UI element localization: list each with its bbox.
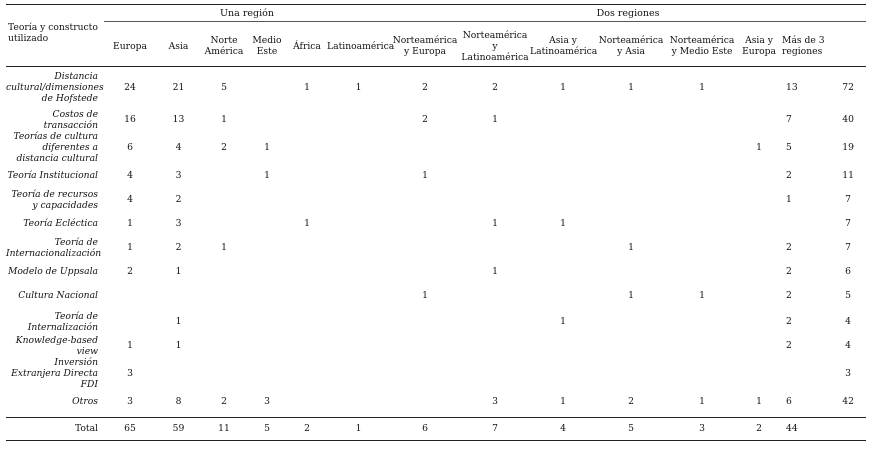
row-theory-name: Distancia cultural/dimensiones de Hofstede [6,71,104,105]
cell-norte-america [201,187,247,213]
cell-na-medio-este: 1 [699,82,705,94]
cell-asia-europa [738,213,780,235]
cell-norte-america [201,335,247,357]
cell-medio-este: 3 [264,396,270,407]
cell-norte-america [201,357,247,391]
cell-na-medio-este: 1 [699,290,705,301]
cell-na-medio-este [666,335,738,357]
cell-africa [287,357,327,391]
cell-na-asia: 2 [628,396,634,407]
cell-europa: 1 [127,340,133,351]
cell-asia-latam [530,235,596,261]
cell-na-medio-este [666,235,738,261]
cell-na-asia [596,261,666,283]
cell-africa [287,109,327,131]
cell-africa: 1 [304,218,310,229]
cell-asia-europa [738,357,780,391]
cell-asia-europa [738,261,780,283]
cell-mas-3: 13 [786,82,798,94]
theory-region-table [6,4,866,441]
cell-total: 19 [842,142,854,153]
cell-medio-este [247,309,287,335]
cell-norte-america [201,165,247,187]
cell-medio-este [247,335,287,357]
cell-asia-latam: 1 [560,82,566,94]
cell-asia-latam: 1 [560,396,566,407]
cell-europa: 3 [127,368,133,379]
cell-africa [287,165,327,187]
cell-europa: 2 [127,266,133,277]
cell-mas-3: 2 [786,316,792,327]
total-asia-europa: 2 [738,417,780,440]
cell-na-latam [460,187,530,213]
table-row [6,213,866,235]
table-row [6,335,866,357]
cell-asia: 2 [175,194,182,205]
cell-mas-3: 2 [786,340,792,351]
cell-medio-este [247,213,287,235]
cell-mas-3: 6 [786,396,792,407]
row-theory-name: Teorías de cultura diferentes a distancia cultural [13,131,98,164]
col-header-medio-este: Medio Este [247,22,287,67]
cell-total: 3 [845,368,852,379]
cell-asia-latam [530,187,596,213]
cell-norte-america [201,309,247,335]
row-theory-name: Teoría de Internacionalización [6,236,102,259]
cell-medio-este [247,283,287,309]
cell-medio-este: 1 [264,142,270,153]
cell-na-asia [596,213,666,235]
total-na-medio-este: 3 [666,417,738,440]
cell-asia-latam [530,357,596,391]
cell-na-europa [390,391,460,413]
cell-europa [104,309,156,335]
cell-na-asia [596,357,666,391]
cell-na-medio-este: 1 [699,396,705,407]
cell-na-medio-este [666,261,738,283]
total-asia: 59 [156,417,201,440]
cell-asia: 3 [175,218,182,229]
cell-africa [287,335,327,357]
cell-asia-europa [738,165,780,187]
total-na-europa: 6 [390,417,460,440]
cell-na-latam [460,131,530,165]
col-header-asia-europa: Asia y Europa [738,22,780,67]
cell-mas-3: 1 [786,194,792,205]
cell-norte-america: 1 [221,114,227,125]
cell-mas-3 [780,213,830,235]
cell-na-europa [390,335,460,357]
cell-europa [104,283,156,309]
cell-na-latam: 2 [492,82,498,94]
cell-europa: 16 [124,114,136,125]
cell-total: 6 [845,266,852,277]
cell-latinoamerica [327,165,390,187]
row-theory-name: Modelo de Uppsala [8,266,98,277]
table-row [6,165,866,187]
row-theory-name: Teoría Ecléctica [23,218,98,229]
cell-norte-america [201,283,247,309]
document-page [6,4,866,441]
cell-latinoamerica [327,357,390,391]
cell-na-asia [596,187,666,213]
total-total [830,417,866,440]
cell-asia-europa [738,235,780,261]
cell-europa: 24 [124,82,136,94]
cell-asia: 4 [175,142,182,153]
row-theory-name: Cultura Nacional [18,290,98,301]
cell-europa: 6 [127,142,133,153]
total-medio-este: 5 [247,417,287,440]
cell-latinoamerica: 1 [355,82,362,94]
cell-na-asia: 1 [628,82,634,94]
cell-europa: 3 [127,396,133,407]
cell-norte-america: 2 [221,396,227,407]
cell-na-europa [390,213,460,235]
cell-norte-america [201,213,247,235]
col-header-na-medio-este: Norteamérica y Medio Este [666,22,738,67]
cell-na-latam: 1 [492,218,498,229]
cell-na-latam: 3 [492,396,498,407]
cell-total: 5 [845,290,852,301]
cell-latinoamerica [327,391,390,413]
total-europa: 65 [104,417,156,440]
cell-na-latam: 1 [492,114,498,125]
cell-asia: 1 [175,316,182,327]
cell-asia-latam [530,109,596,131]
cell-mas-3: 2 [786,242,792,253]
cell-latinoamerica [327,335,390,357]
total-latinoamerica: 1 [327,417,390,440]
cell-total: 7 [845,218,852,229]
group-header-one-region: Una región [104,5,390,22]
cell-na-latam [460,235,530,261]
col-header-europa: Europa [104,22,156,67]
cell-na-asia: 1 [628,290,634,301]
cell-norte-america: 1 [221,242,227,253]
row-theory-name: Knowledge-based view [15,334,98,357]
cell-asia: 1 [175,266,182,277]
cell-medio-este [247,261,287,283]
cell-asia [156,357,201,391]
cell-medio-este [247,67,287,109]
table-row [6,357,866,391]
table-row [6,235,866,261]
cell-asia-latam: 1 [560,316,566,327]
col-header-na-europa: Norteamérica y Europa [390,22,460,67]
cell-europa: 1 [127,242,133,253]
table-row [6,187,866,213]
cell-asia: 8 [175,396,182,407]
row-theory-name: Teoría Institucional [7,170,98,181]
cell-asia-europa [738,309,780,335]
cell-total: 4 [845,340,852,351]
cell-na-asia: 1 [628,242,634,253]
cell-na-europa [390,235,460,261]
cell-africa [287,235,327,261]
cell-europa: 4 [127,170,133,181]
table-body [6,67,866,413]
cell-africa [287,283,327,309]
total-norte-america: 11 [201,417,247,440]
cell-africa [287,391,327,413]
table-row [6,283,866,309]
col-header-norte-america: Norte América [201,22,247,67]
cell-asia-latam [530,283,596,309]
total-asia-latam: 4 [530,417,596,440]
cell-medio-este: 1 [264,170,270,181]
col-header-asia-latam: Asia y Latinoamérica [530,22,596,67]
total-row [6,417,866,440]
cell-na-latam [460,309,530,335]
cell-norte-america [201,261,247,283]
cell-na-medio-este [666,165,738,187]
cell-mas-3: 2 [786,290,792,301]
cell-mas-3: 2 [786,170,792,181]
cell-na-asia [596,309,666,335]
cell-na-latam [460,357,530,391]
cell-latinoamerica [327,309,390,335]
total-na-asia: 5 [596,417,666,440]
col-header-africa: África [287,22,327,67]
row-theory-name: Otros [72,396,98,407]
cell-mas-3: 2 [786,266,792,277]
cell-na-medio-este [666,309,738,335]
cell-latinoamerica [327,261,390,283]
cell-na-europa: 1 [422,170,428,181]
cell-africa [287,131,327,165]
cell-na-europa [390,261,460,283]
cell-asia-europa [738,109,780,131]
group-header-two-regions: Dos regiones [390,5,866,22]
cell-na-medio-este [666,213,738,235]
cell-na-medio-este [666,109,738,131]
cell-asia-europa [738,335,780,357]
row-theory-name: Teoría de recursos y capacidades [11,188,98,211]
col-header-asia: Asia [156,22,201,67]
cell-na-medio-este [666,357,738,391]
cell-na-asia [596,131,666,165]
cell-asia: 21 [172,82,185,94]
cell-africa: 1 [304,82,310,94]
cell-na-medio-este [666,131,738,165]
cell-na-europa [390,309,460,335]
cell-asia-europa [738,283,780,309]
cell-na-europa [390,131,460,165]
cell-mas-3 [780,357,830,391]
table-row [6,109,866,131]
total-africa: 2 [287,417,327,440]
cell-medio-este [247,357,287,391]
cell-na-europa: 1 [422,290,428,301]
cell-asia-latam [530,335,596,357]
cell-na-europa [390,357,460,391]
col-header-total [830,22,866,67]
table-row [6,309,866,335]
total-na-latam: 7 [460,417,530,440]
cell-latinoamerica [327,235,390,261]
cell-asia: 13 [172,114,185,125]
cell-na-latam: 1 [492,266,498,277]
table-row [6,131,866,165]
col-header-mas-3: Más de 3 regiones [780,22,830,67]
total-label: Total [6,417,104,440]
cell-latinoamerica [327,131,390,165]
cell-norte-america: 5 [221,82,227,94]
cell-total: 72 [842,82,854,94]
group-header-row [6,5,866,22]
total-mas-3: 44 [780,417,830,440]
cell-na-asia [596,109,666,131]
cell-na-latam [460,283,530,309]
cell-medio-este [247,187,287,213]
cell-asia-latam [530,165,596,187]
cell-mas-3: 5 [786,142,792,153]
cell-africa [287,261,327,283]
cell-asia: 3 [175,170,182,181]
cell-medio-este [247,109,287,131]
cell-africa [287,187,327,213]
cell-total: 4 [845,316,852,327]
cell-total: 7 [845,242,852,253]
cell-medio-este [247,235,287,261]
cell-na-europa: 2 [422,114,428,125]
table-row [6,67,866,109]
cell-mas-3: 7 [786,114,792,125]
cell-na-asia [596,165,666,187]
col-header-latinoamerica: Latinoamérica [327,22,390,67]
cell-na-latam [460,165,530,187]
cell-asia [156,283,201,309]
row-theory-name: Teoría de Internalización [27,310,98,333]
cell-asia-latam [530,131,596,165]
row-theory-name: Inversión Extranjera Directa FDI [11,357,98,390]
cell-africa [287,309,327,335]
cell-asia-europa [738,187,780,213]
cell-total: 40 [842,114,854,125]
row-theory-name: Costos de transacción [43,108,98,131]
col-header-na-latam: Norteamérica y Latinoamérica [460,22,530,67]
cell-norte-america: 2 [221,142,227,153]
cell-latinoamerica [327,283,390,309]
cell-asia-latam: 1 [560,218,566,229]
cell-asia-europa [738,67,780,109]
cell-latinoamerica [327,109,390,131]
col-header-na-asia: Norteamérica y Asia [596,22,666,67]
cell-total: 42 [842,396,854,407]
table-row [6,391,866,413]
column-header-row [6,22,866,67]
cell-asia-europa: 1 [756,396,762,407]
table-row [6,261,866,283]
cell-na-europa: 2 [422,82,428,94]
cell-total: 7 [845,194,852,205]
cell-latinoamerica [327,213,390,235]
cell-total: 11 [842,170,854,181]
cell-na-asia [596,335,666,357]
cell-asia-europa: 1 [756,142,762,153]
cell-asia-latam [530,261,596,283]
cell-asia: 2 [175,242,182,253]
cell-latinoamerica [327,187,390,213]
cell-europa: 1 [127,218,133,229]
cell-na-europa [390,187,460,213]
cell-na-latam [460,335,530,357]
cell-asia: 1 [175,340,182,351]
cell-na-medio-este [666,187,738,213]
col-header-theory: Teoría y constructo utilizado [6,22,104,67]
cell-europa: 4 [127,194,133,205]
